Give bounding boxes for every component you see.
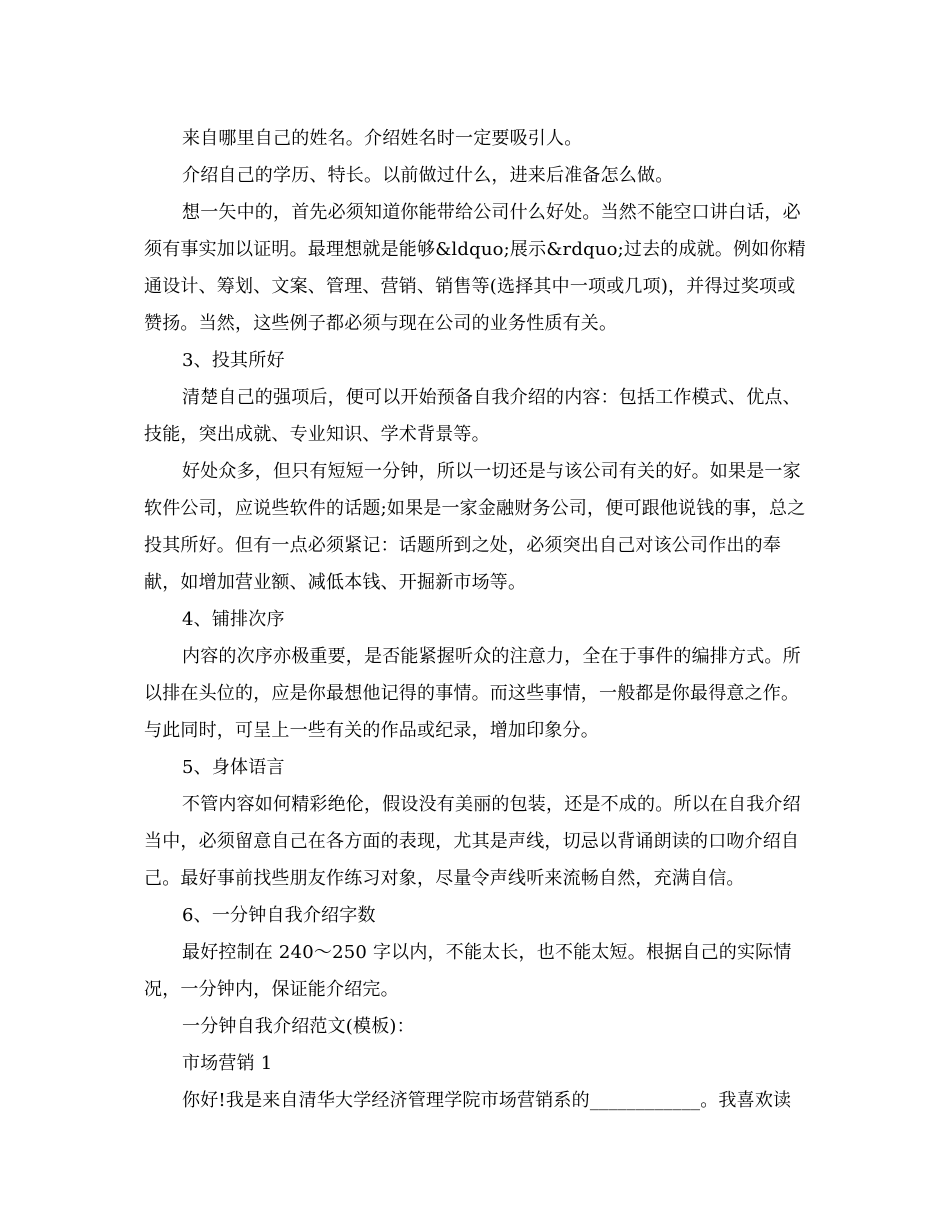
- heading-cater-to-preference: 3、投其所好: [182, 350, 285, 371]
- paragraph-name-intro: 来自哪里自己的姓名。介绍姓名时一定要吸引人。: [182, 128, 583, 149]
- paragraph-presentation: 不管内容如何精彩绝伦，假设没有美丽的包装，还是不成的。所以在自我介绍当中，必须留意自己在各方面的表现，尤其是声线，切忌以背诵朗读的口吻介绍自己。最好事前找些朋友作练习对象，尽量令声线听来流畅自然，充满自信。: [144, 794, 801, 889]
- heading-body-language: 5、身体语言: [182, 757, 285, 778]
- heading-marketing-sample: 市场营销 1: [182, 1053, 273, 1074]
- paragraph-marketing-sample-start: 你好!我是来自清华大学经济管理学院市场营销系的____________。我喜欢读: [182, 1090, 792, 1111]
- paragraph-company-benefit: 想一矢中的，首先必须知道你能带给公司什么好处。当然不能空口讲白话，必须有事实加以证明。最理想就是能够&ldquo;展示&rdquo;过去的成就。例如你精通设计、筹划、文案、管理、营销、销售等(选择其中一项或几项)，并得过奖项或赞扬。当然，这些例子都必须与现在公司的业务性质有关。: [144, 202, 806, 334]
- paragraph-word-count: 最好控制在 240～250 字以内，不能太长，也不能太短。根据自己的实际情况，一分钟内，保证能介绍完。: [144, 942, 792, 1000]
- paragraph-content-order: 内容的次序亦极重要，是否能紧握听众的注意力，全在于事件的编排方式。所以排在头位的，应是你最想他记得的事情。而这些事情，一般都是你最得意之作。与此同时，可呈上一些有关的作品或纪录，增加印象分。: [144, 646, 801, 741]
- heading-word-count: 6、一分钟自我介绍字数: [182, 905, 376, 926]
- paragraph-strengths: 清楚自己的强项后，便可以开始预备自我介绍的内容：包括工作模式、优点、技能，突出成就、专业知识、学术背景等。: [144, 387, 801, 445]
- document-body: [144, 120, 810, 1119]
- paragraph-benefits: 好处众多，但只有短短一分钟，所以一切还是与该公司有关的好。如果是一家软件公司，应说些软件的话题;如果是一家金融财务公司，便可跟他说钱的事，总之投其所好。但有一点必须紧记：话题所到之处，必须突出自己对该公司作出的奉献，如增加营业额、减低本钱、开掘新市场等。: [144, 461, 806, 593]
- paragraph-education-intro: 介绍自己的学历、特长。以前做过什么，进来后准备怎么做。: [182, 165, 674, 186]
- heading-arrange-order: 4、铺排次序: [182, 609, 285, 630]
- heading-sample-template: 一分钟自我介绍范文(模板)：: [182, 1016, 415, 1037]
